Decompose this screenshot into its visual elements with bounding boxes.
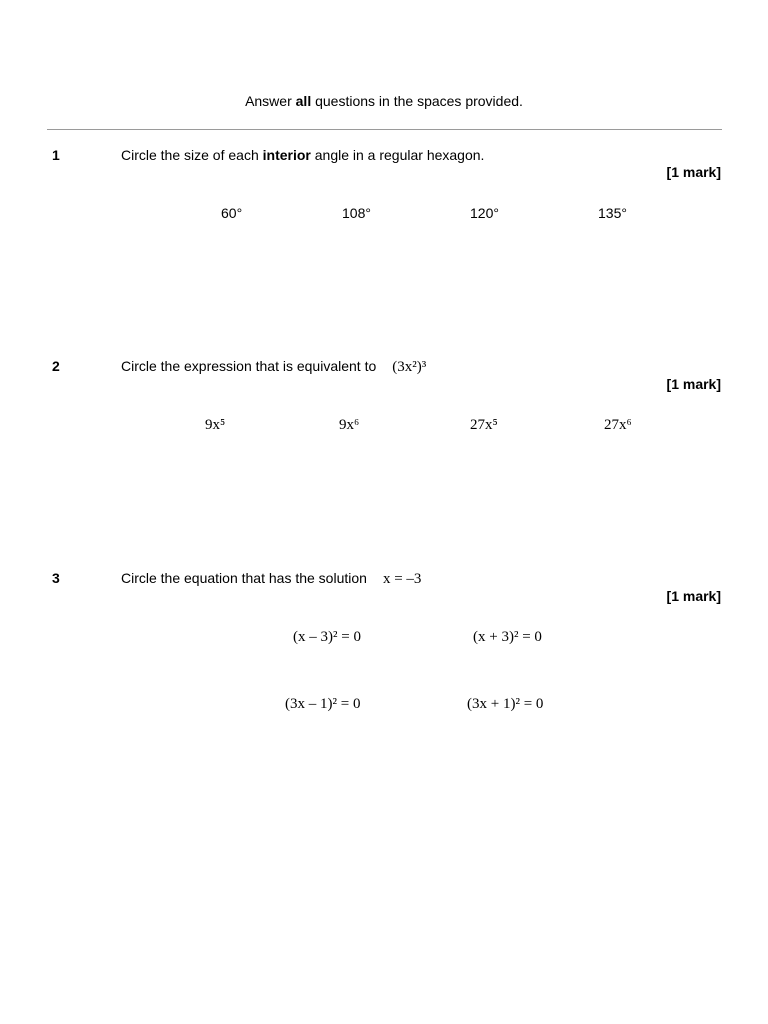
question-3-option-c[interactable]: (3x – 1)² = 0 <box>285 696 361 712</box>
question-3-number: 3 <box>52 570 60 586</box>
question-1-option-d[interactable]: 135° <box>598 205 627 221</box>
question-1-marks: [1 mark] <box>666 164 721 180</box>
question-1-option-c[interactable]: 120° <box>470 205 499 221</box>
question-3-option-b[interactable]: (x + 3)² = 0 <box>473 629 542 645</box>
question-2-option-c[interactable]: 27x⁵ <box>470 417 498 433</box>
question-1-option-a[interactable]: 60° <box>221 205 243 221</box>
question-2-expression: (3x²)³ <box>392 359 427 375</box>
question-2-option-d[interactable]: 27x⁶ <box>604 417 632 433</box>
question-2-text: Circle the expression that is equivalent to (3x²)³ <box>121 358 427 375</box>
question-2-marks: [1 mark] <box>666 376 721 392</box>
question-3-option-d[interactable]: (3x + 1)² = 0 <box>467 696 544 712</box>
question-2-option-b[interactable]: 9x⁶ <box>339 417 360 433</box>
question-1-number: 1 <box>52 147 60 163</box>
question-3-option-a[interactable]: (x – 3)² = 0 <box>293 629 361 645</box>
instruction-text: Answer all questions in the spaces provided. <box>245 93 523 109</box>
question-3-text: Circle the equation that has the solution x = –3 <box>121 570 422 587</box>
question-2-number: 2 <box>52 358 60 374</box>
question-3-marks: [1 mark] <box>666 588 721 604</box>
question-3-solution: x = –3 <box>382 571 422 587</box>
question-1-option-b[interactable]: 108° <box>342 205 371 221</box>
question-1-text: Circle the size of each interior angle in a regular hexagon. <box>121 147 485 163</box>
question-2-option-a[interactable]: 9x⁵ <box>205 417 226 433</box>
divider <box>47 129 722 130</box>
